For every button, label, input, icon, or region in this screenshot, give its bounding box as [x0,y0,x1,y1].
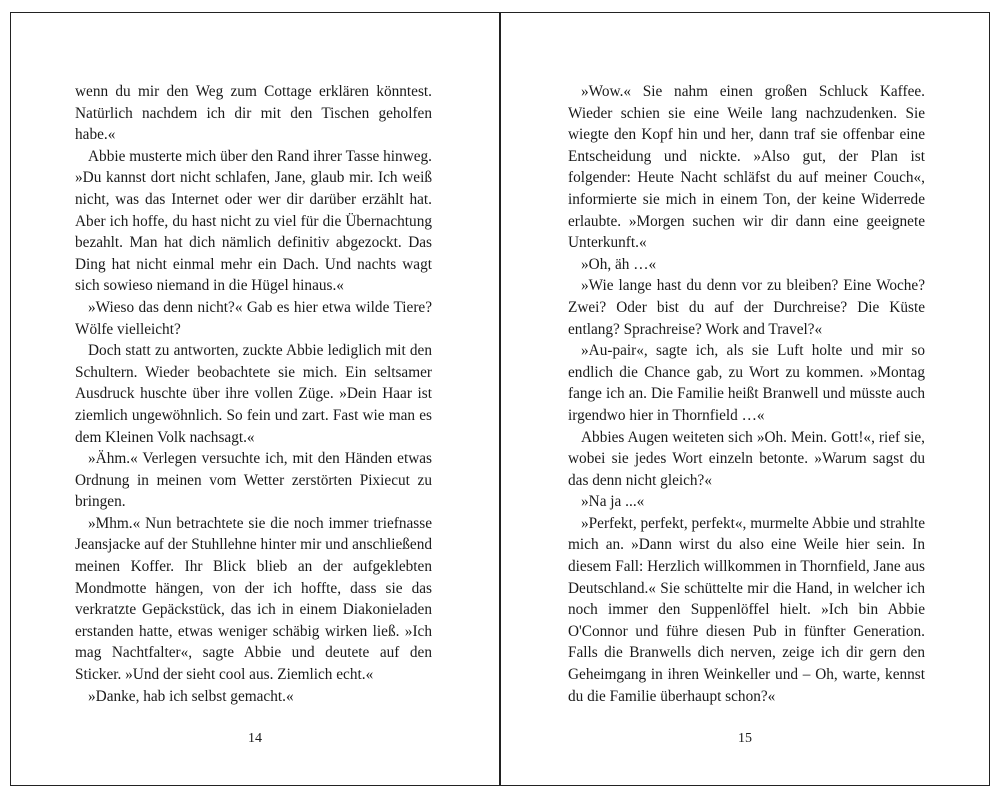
paragraph: wenn du mir den Weg zum Cottage erklären könntest. Natürlich nachdem ich dir mit den Tischen geholfen habe.« [75,83,432,144]
paragraph: »Wieso das denn nicht?« Gab es hier etwa wilde Tiere? Wölfe vielleicht? [75,298,432,338]
right-page-text [568,81,925,707]
left-page [10,12,500,786]
paragraph: »Wie lange hast du denn vor zu bleiben? Eine Woche? Zwei? Oder bist du auf der Durchreise? Die Küste entlang? Sprachreise? Work and Travel?« [568,277,925,338]
page-number: 15 [738,731,752,746]
paragraph: »Au-pair«, sagte ich, als sie Luft holte und mir so endlich die Chance gab, zu Wort zu kommen. »Montag fange ich an. Die Familie heißt Branwell und müsste auch irgendwo hier in Thornfield …« [568,342,925,424]
paragraph: Abbies Augen weiteten sich »Oh. Mein. Gott!«, rief sie, wobei sie jedes Wort einzeln betonte. »Warum sagst du das denn nicht gleich?« [568,428,925,489]
paragraph: »Oh, äh …« [581,255,657,273]
paragraph: »Ähm.« Verlegen versuchte ich, mit den Händen etwas Ordnung in meinen vom Wetter zerstörten Pixiecut zu bringen. [75,450,432,511]
paragraph: Doch statt zu antworten, zuckte Abbie lediglich mit den Schultern. Wieder beobachtete sie mich. Ein seltsamer Ausdruck huschte über ihre vollen Züge. »Dein Haar ist ziemlich ungewöhnlich. So fein und zart. Fast wie man es dem Kleinen Volk nachsagt.« [75,342,432,446]
page-number: 14 [248,731,262,746]
paragraph: »Na ja ...« [581,493,645,511]
right-page [500,12,990,786]
paragraph: »Danke, hab ich selbst gemacht.« [88,687,294,705]
paragraph: »Wow.« Sie nahm einen großen Schluck Kaffee. Wieder schien sie eine Weile lang nachzudenken. Sie wiegte den Kopf hin und her, dann traf sie offenbar eine Entscheidung und nickte. »Also gut, der Plan ist folgender: Heute Nacht schläfst du auf meiner Couch«, informierte sie mich in einem Ton, der keine Widerrede erlaubte. »Morgen suchen wir dir dann eine geeignete Unterkunft.« [568,83,925,252]
left-page-text [75,81,432,707]
paragraph: Abbie musterte mich über den Rand ihrer Tasse hinweg. »Du kannst dort nicht schlafen, Jane, glaub mir. Ich weiß nicht, was das Internet oder wer dir darüber erzählt hat. Aber ich hoffe, du hast nicht zu viel für die Übernachtung bezahlt. Man hat dich nämlich definitiv abgezockt. Das Ding hat nicht einmal mehr ein Dach. Und nachts wagt sich sowieso niemand in die Hügel hinaus.« [75,147,433,295]
paragraph: »Mhm.« Nun betrachtete sie die noch immer triefnasse Jeansjacke auf der Stuhllehne hinter mir und anschließend meinen Koffer. Ihr Blick blieb an der aufgeklebten Mondmotte hängen, von der ich hoffte, dass sie das verkratzte Gepäckstück, das ich in einem Diakonieladen erstanden hatte, etwas weniger schäbig wirken ließ. »Ich mag Nachtfalter«, sagte Abbie und deutete auf den Sticker. »Und der sieht cool aus. Ziemlich echt.« [75,514,432,684]
paragraph: »Perfekt, perfekt, perfekt«, murmelte Abbie und strahlte mich an. »Dann wirst du also eine Weile hier sein. In diesem Fall: Herzlich willkommen in Thornfield, Jane aus Deutschland.« Sie schüttelte mir die Hand, in welcher ich noch immer den Suppenlöffel hielt. »Ich bin Abbie O'Connor und führe diesen Pub in fünfter Generation. Falls die Branwells dich nerven, zeige ich dir gern den Geheimgang in ihren Weinkeller und – Oh, warte, kennst du die Familie überhaupt schon?« [568,514,925,705]
